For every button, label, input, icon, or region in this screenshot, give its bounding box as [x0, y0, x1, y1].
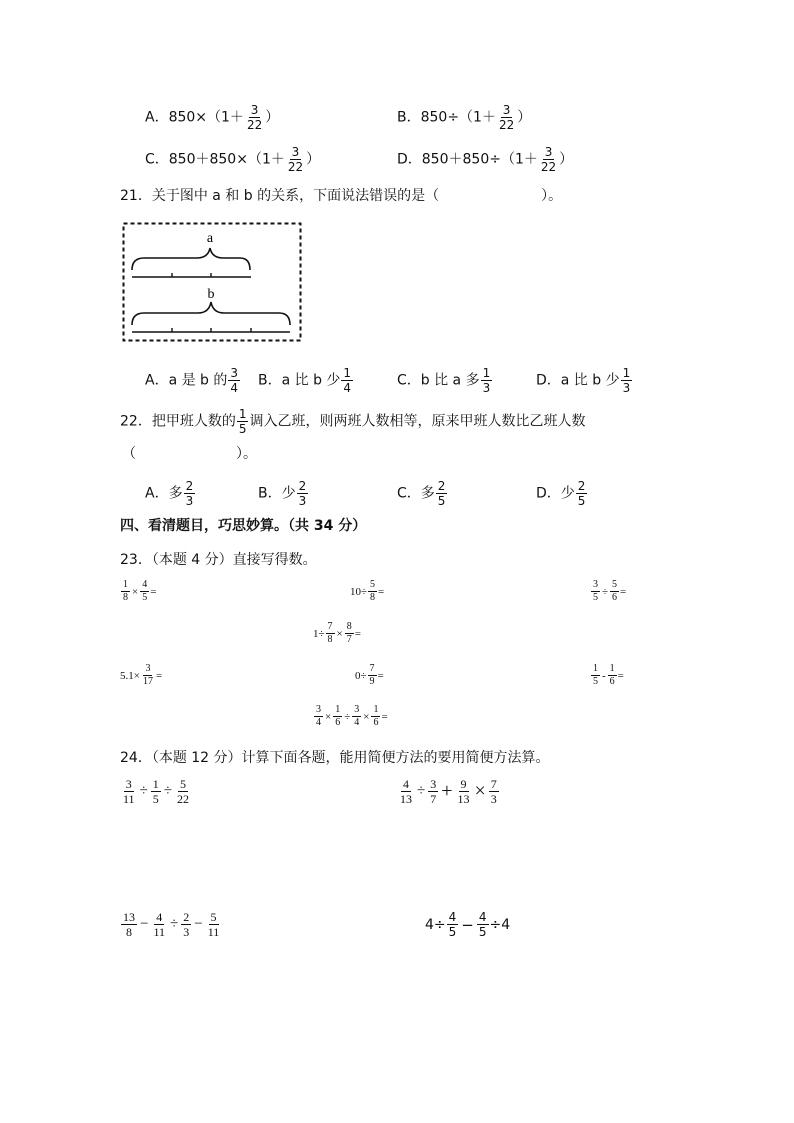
q21-option-d[interactable]: D．a 比 b 少 $\frac{1}{3}$ [536, 366, 631, 395]
diagram-label-a: a [206, 231, 214, 246]
fraction: $\frac{2}{5}$ [437, 479, 446, 508]
q21-stem: 21．关于图中 a 和 b 的关系，下面说法错误的是（ ）。 [120, 188, 563, 204]
fraction: $\frac{3}{22}$ [287, 145, 304, 174]
fraction: $\frac{1}{4}$ [343, 366, 352, 395]
fraction: $\frac{2}{3}$ [185, 479, 194, 508]
q20-option-d[interactable]: D．850＋850÷（1＋ $\frac{3}{22}$ ） [397, 145, 574, 174]
q21-option-c[interactable]: C．b 比 a 多 $\frac{1}{3}$ [397, 366, 491, 395]
section-title: 四、看清题目，巧思妙算。（共 34 分） [120, 518, 367, 534]
q20-option-a[interactable]: A．850×（1＋ $\frac{3}{22}$ ） [145, 103, 280, 132]
fraction: $\frac{3}{4}$ [230, 366, 239, 395]
fraction: $\frac{2}{5}$ [577, 479, 586, 508]
q20-option-b[interactable]: B．850÷（1＋ $\frac{3}{22}$ ） [397, 103, 532, 132]
q23-expr-6: 0÷ $\frac{7}{9}$ = [355, 663, 384, 687]
q24-stem: 24．（本题 12 分）计算下面各题，能用简便方法的要用简便方法算。 [120, 750, 550, 766]
q20-option-c[interactable]: C．850＋850×（1＋ $\frac{3}{22}$ ） [145, 145, 321, 174]
bracket-diagram [122, 222, 302, 342]
q21-diagram [122, 222, 302, 342]
q22-stem: 22．把甲班人数的 $\frac{1}{5}$ 调入乙班，则两班人数相等，原来甲班人数比乙班人数 [120, 407, 586, 436]
q23-expr-2: 10÷ $\frac{5}{8}$ = [350, 579, 385, 603]
fraction: $\frac{2}{3}$ [298, 479, 307, 508]
q23-stem: 23．（本题 4 分）直接写得数。 [120, 552, 317, 568]
q24-problem-1: $\frac{3}{11}$ ÷ $\frac{1}{5}$ ÷ $\frac{5}{22}$ [123, 777, 190, 806]
q22-option-c[interactable]: C．多 $\frac{2}{5}$ [397, 479, 446, 508]
q23-expr-3: $\frac{3}{5}$ ÷ $\frac{5}{6}$ = [593, 579, 627, 603]
q23-expr-1: $\frac{1}{8}$ × $\frac{4}{5}$ = [123, 579, 157, 603]
q24-problem-3: $\frac{13}{8}$ − $\frac{4}{11}$ ÷ $\frac{2}{3}$ − $\frac{5}{11}$ [123, 910, 220, 939]
fraction: $\frac{1}{3}$ [622, 366, 631, 395]
q23-expr-8: $\frac{3}{4}$ × $\frac{1}{6}$ ÷ $\frac{3}{4}$ × $\frac{1}{6}$ = [316, 704, 388, 728]
fraction: $\frac{1}{3}$ [482, 366, 491, 395]
q21-option-a[interactable]: A．a 是 b 的 $\frac{3}{4}$ [145, 366, 239, 395]
q22-option-b[interactable]: B．少 $\frac{2}{3}$ [258, 479, 307, 508]
fraction: $\frac{1}{5}$ [238, 407, 247, 436]
q24-problem-2: $\frac{4}{13}$ ÷ $\frac{3}{7}$ + $\frac{9}{13}$ × $\frac{7}{3}$ [400, 777, 497, 806]
q22-option-d[interactable]: D．少 $\frac{2}{5}$ [536, 479, 586, 508]
q23-expr-4: 1÷ $\frac{7}{8}$ × $\frac{8}{7}$ = [313, 621, 361, 645]
q24-problem-4: 4÷ $\frac{4}{5}$ − $\frac{4}{5}$ ÷4 [425, 910, 511, 939]
q21-option-b[interactable]: B．a 比 b 少 $\frac{1}{4}$ [258, 366, 352, 395]
q23-expr-7: $\frac{1}{5}$ - $\frac{1}{6}$ = [593, 663, 624, 687]
fraction: $\frac{3}{22}$ [246, 103, 263, 132]
q22-answer-blank[interactable]: （ ）。 [122, 446, 257, 462]
diagram-label-b: b [207, 287, 215, 302]
q23-expr-5: 5.1× $\frac{3}{17}$ = [120, 663, 163, 687]
fraction: $\frac{3}{22}$ [540, 145, 557, 174]
q22-option-a[interactable]: A．多 $\frac{2}{3}$ [145, 479, 194, 508]
fraction: $\frac{3}{22}$ [498, 103, 515, 132]
